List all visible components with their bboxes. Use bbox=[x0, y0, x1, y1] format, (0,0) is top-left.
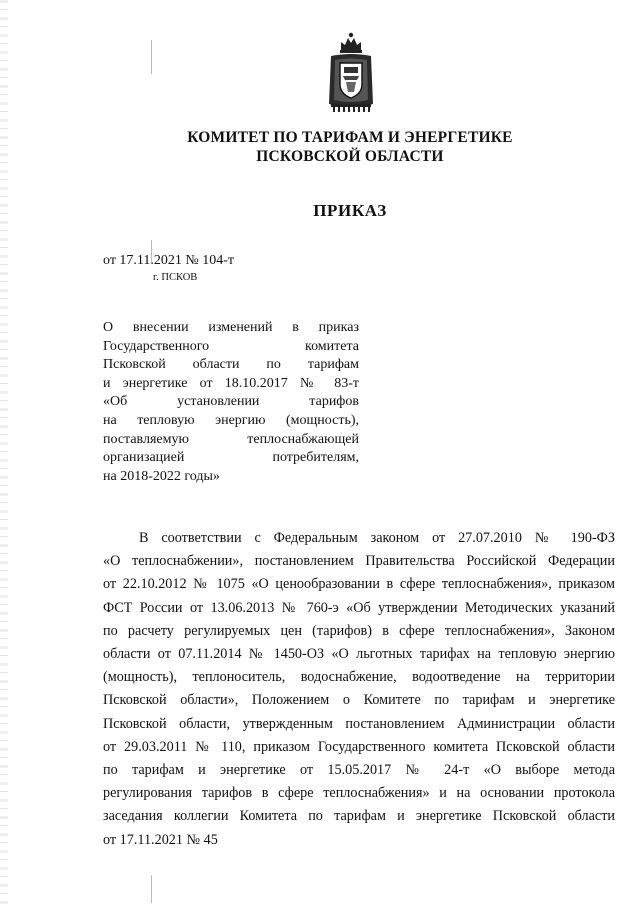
body-line: В соответствии с Федеральным законом от 27.07.2010 № 190-ФЗ bbox=[139, 530, 615, 546]
subject-line: организацией потребителям, bbox=[103, 450, 359, 466]
date-number: от 17.11.2021 № 104-т bbox=[103, 253, 235, 268]
body-line: (мощность), теплоноситель, водоснабжение, водоотведение на территории bbox=[103, 669, 615, 686]
body-line: ФСТ России от 13.06.2013 № 760-э «Об утверждении Методических указаний bbox=[103, 599, 615, 616]
subject-block bbox=[103, 319, 359, 486]
organization-name bbox=[150, 128, 550, 166]
scan-mark bbox=[151, 40, 152, 74]
body-line: по тарифам и энергетике от 15.05.2017 № 24-т «О выборе метода bbox=[103, 762, 615, 779]
body-line: по расчету регулируемых цен (тарифов) в сфере теплоснабжения», Законом bbox=[103, 622, 615, 639]
body-paragraph bbox=[103, 527, 615, 852]
document-title: ПРИКАЗ bbox=[313, 201, 387, 220]
body-line: от 29.03.2011 № 110, приказом Государственного комитета Псковской области bbox=[103, 738, 615, 755]
subject-line: и энергетике от 18.10.2017 № 83-т bbox=[103, 375, 359, 391]
coat-of-arms-icon bbox=[327, 30, 375, 114]
org-line-2: ПСКОВСКОЙ ОБЛАСТИ bbox=[256, 148, 444, 165]
body-line: от 17.11.2021 № 45 bbox=[103, 831, 218, 848]
subject-line: Государственного комитета bbox=[103, 338, 359, 354]
subject-line: на тепловую энергию (мощность), bbox=[103, 412, 359, 428]
body-line: Псковской области, утвержденным постановлением Администрации области bbox=[103, 715, 615, 732]
body-line: «О теплоснабжении», постановлением Правительства Российской Федерации bbox=[103, 553, 615, 570]
subject-line: О внесении изменений в приказ bbox=[103, 320, 359, 335]
subject-line: на 2018-2022 годы» bbox=[103, 468, 220, 484]
body-line: заседания коллегии Комитета по тарифам и энергетике Псковской области bbox=[103, 808, 615, 825]
scan-mark bbox=[151, 875, 152, 903]
scan-edge-artifact bbox=[0, 0, 8, 905]
body-line: Псковской области», Положением о Комитете по тарифам и энергетике bbox=[103, 692, 615, 709]
subject-line: поставляемую теплоснабжающей bbox=[103, 431, 359, 447]
subject-line: «Об установлении тарифов bbox=[103, 394, 359, 410]
body-line: области от 07.11.2014 № 1450-ОЗ «О льготных тарифах на тепловую энергию bbox=[103, 646, 615, 663]
body-line: регулирования тарифов в сфере теплоснабжения» и на основании протокола bbox=[103, 785, 615, 802]
org-line-1: КОМИТЕТ ПО ТАРИФАМ И ЭНЕРГЕТИКЕ bbox=[187, 129, 513, 146]
subject-line: Псковской области по тарифам bbox=[103, 357, 359, 373]
city-label: г. ПСКОВ bbox=[153, 272, 198, 283]
body-line: от 22.10.2012 № 1075 «О ценообразовании в сфере теплоснабжения», приказом bbox=[103, 576, 615, 593]
